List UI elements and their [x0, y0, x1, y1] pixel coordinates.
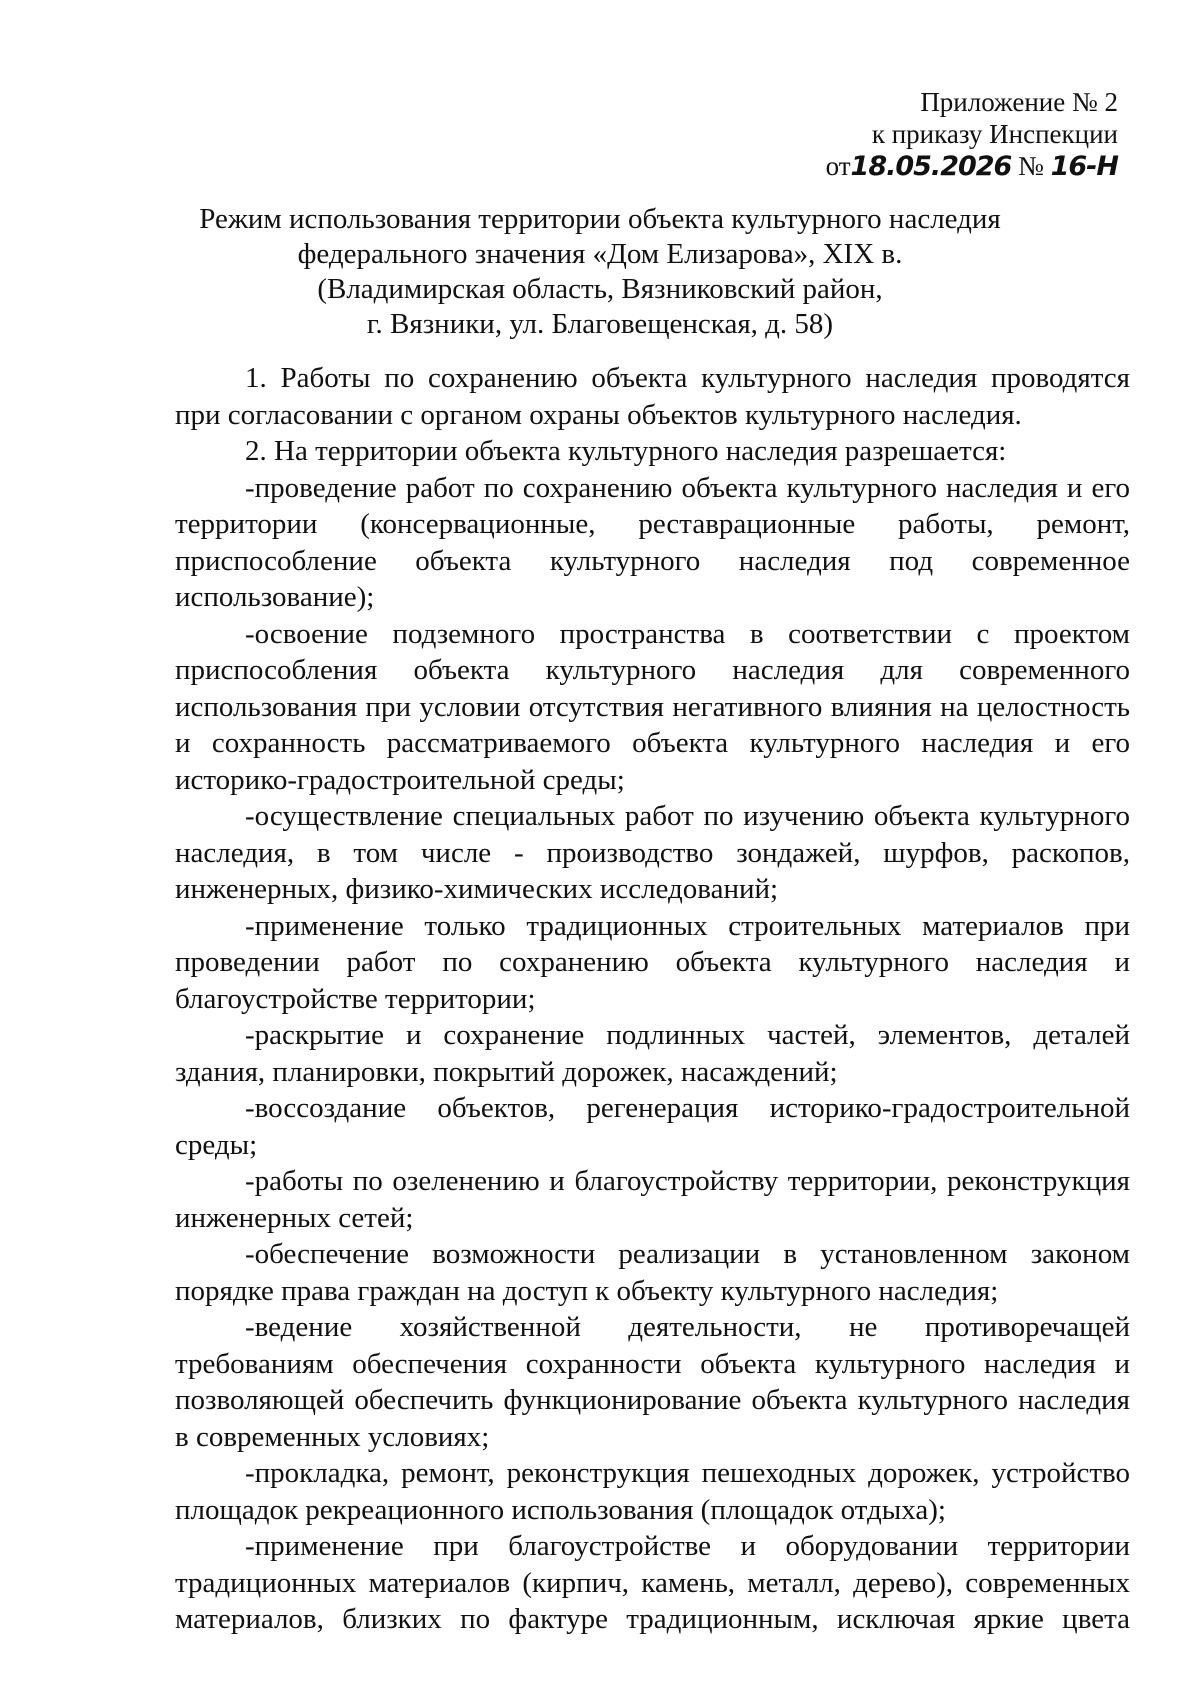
list-item-landscaping: -работы по озеленению и благоустройству территории, реконструкция инженерных сетей; [175, 1165, 1130, 1234]
document-body [175, 360, 1130, 1638]
from-prefix: от [825, 151, 851, 181]
number-prefix: № [1018, 151, 1044, 181]
list-item-conservation-works: -проведение работ по сохранению объекта культурного наследия и его территории (консервационные, реставрационные работы, ремонт, приспособление объекта культурного наследия под современное использование); [175, 471, 1130, 613]
appendix-header [826, 86, 1118, 183]
list-item-public-access: -обеспечение возможности реализации в установленном законом порядке права граждан на доступ к объекту культурного наследия; [175, 1238, 1130, 1307]
appendix-label: Приложение № 2 [920, 87, 1118, 117]
paragraph-1: 1. Работы по сохранению объекта культурного наследия проводятся при согласовании с органом охраны объектов культурного наследия. [175, 362, 1130, 431]
title-line-2: федерального значения «Дом Елизарова», XIX в. [297, 238, 903, 270]
title-line-1: Режим использования территории объекта культурного наследия [199, 203, 1001, 235]
list-item-underground-space: -освоение подземного пространства в соответствии с проектом приспособления объекта культурного наследия для современного использования при условии отсутствия негативного влияния на целостность и сохранность рассматриваемого объекта культурного наследия и его историко-градостроительной среды; [175, 617, 1130, 796]
list-item-special-research: -осуществление специальных работ по изучению объекта культурного наследия, в том числе - производство зондажей, шурфов, раскопов, инженерных, физико-химических исследований; [175, 800, 1130, 905]
list-item-recreation: -воссоздание объектов, регенерация историко-градостроительной среды; [175, 1092, 1130, 1161]
order-date-number-line [826, 150, 1118, 183]
paragraph-2: 2. На территории объекта культурного наследия разрешается: [245, 435, 1007, 467]
title-line-4: г. Вязники, ул. Благовещенская, д. 58) [366, 308, 834, 340]
list-item-landscaping-materials: -применение при благоустройстве и оборудовании территории традиционных материалов (кирпич, камень, металл, дерево), современных материалов, близких по фактуре традиционным, исключая яркие цвета [175, 1530, 1130, 1635]
order-label: к приказу Инспекции [871, 119, 1118, 149]
list-item-economic-activity: -ведение хозяйственной деятельности, не противоречащей требованиям обеспечения сохранности объекта культурного наследия и позволяющей обеспечить функционирование объекта культурного наследия в современных условиях; [175, 1311, 1130, 1453]
list-item-disclosure-preservation: -раскрытие и сохранение подлинных частей, элементов, деталей здания, планировки, покрытий дорожек, насаждений; [175, 1019, 1130, 1088]
document-title [120, 202, 1080, 342]
list-item-traditional-materials: -применение только традиционных строительных материалов при проведении работ по сохранению объекта культурного наследия и благоустройстве территории; [175, 909, 1130, 1015]
handwritten-date: 18.05.2026 [850, 151, 1012, 182]
handwritten-number: 16-Н [1050, 151, 1118, 182]
title-line-3: (Владимирская область, Вязниковский район, [317, 273, 883, 305]
list-item-pedestrian-paths: -прокладка, ремонт, реконструкция пешеходных дорожек, устройство площадок рекреационного использования (площадок отдыха); [175, 1457, 1130, 1526]
